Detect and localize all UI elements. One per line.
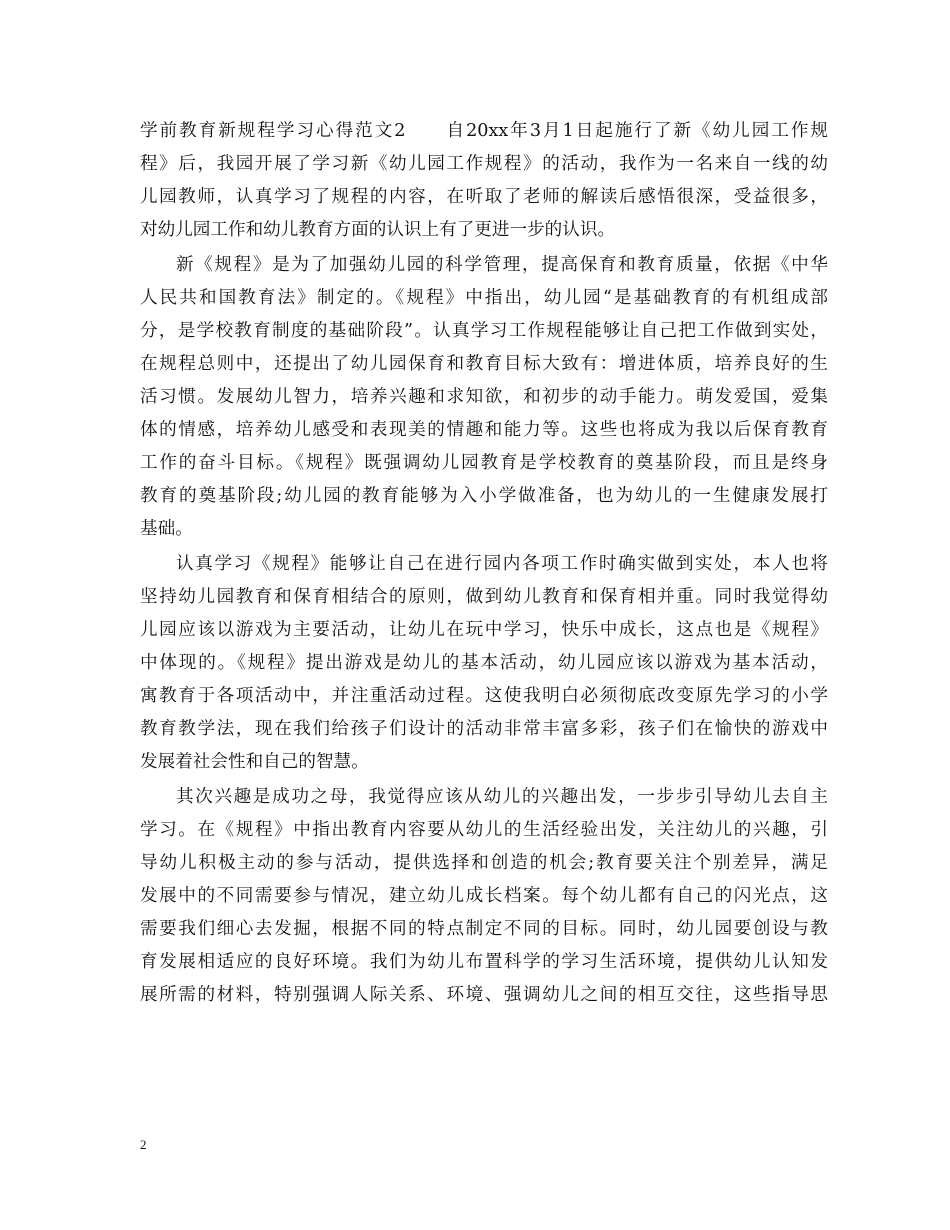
paragraph-4 xyxy=(140,781,828,1012)
text-line: 学习。在《规程》中指出教育内容要从幼儿的生活经验出发，关注幼儿的兴趣，引 xyxy=(140,820,828,840)
document-body xyxy=(140,115,828,1012)
text-line: 儿园应该以游戏为主要活动，让幼儿在玩中学习，快乐中成长，这点也是《规程》 xyxy=(140,620,828,640)
paragraph-3 xyxy=(140,548,828,779)
page-number: 2 xyxy=(140,1137,147,1152)
text-line: 对幼儿园工作和幼儿教育方面的认识上有了更进一步的认识。 xyxy=(140,220,616,240)
text-line: 学前教育新规程学习心得范文2 自20xx年3月1日起施行了新《幼儿园工作规 xyxy=(140,121,828,141)
text-line: 中体现的。《规程》提出游戏是幼儿的基本活动，幼儿园应该以游戏为基本活动， xyxy=(140,653,828,673)
text-line: 体的情感，培养幼儿感受和表现美的情趣和能力等。这些也将成为我以后保育教育 xyxy=(140,420,828,440)
text-line: 坚持幼儿园教育和保育相结合的原则，做到幼儿教育和保育相并重。同时我觉得幼 xyxy=(140,587,828,607)
text-line: 活习惯。发展幼儿智力，培养兴趣和求知欲，和初步的动手能力。萌发爱国，爱集 xyxy=(140,387,828,407)
text-line: 分，是学校教育制度的基础阶段”。认真学习工作规程能够让自己把工作做到实处， xyxy=(140,321,828,341)
text-line: 导幼儿积极主动的参与活动，提供选择和创造的机会;教育要关注个别差异，满足 xyxy=(140,853,828,873)
text-line: 程》后，我园开展了学习新《幼儿园工作规程》的活动，我作为一名来自一线的幼 xyxy=(140,154,828,174)
text-line: 需要我们细心去发掘，根据不同的特点制定不同的目标。同时，幼儿园要创设与教 xyxy=(140,919,828,939)
text-line: 认真学习《规程》能够让自己在进行园内各项工作时确实做到实处，本人也将 xyxy=(176,554,828,574)
text-line: 基础。 xyxy=(140,519,193,539)
paragraph-1 xyxy=(140,115,828,247)
text-line: 工作的奋斗目标。《规程》既强调幼儿园教育是学校教育的奠基阶段，而且是终身 xyxy=(140,453,828,473)
text-line: 人民共和国教育法》制定的。《规程》中指出，幼儿园“是基础教育的有机组成部 xyxy=(140,288,828,308)
text-line: 教育的奠基阶段;幼儿园的教育能够为入小学做准备，也为幼儿的一生健康发展打 xyxy=(140,486,828,506)
text-line: 发展着社会性和自己的智慧。 xyxy=(140,752,369,772)
text-line: 寓教育于各项活动中，并注重活动过程。这使我明白必须彻底改变原先学习的小学 xyxy=(140,686,828,706)
text-line: 展所需的材料，特别强调人际关系、环境、强调幼儿之间的相互交往，这些指导思 xyxy=(140,985,828,1005)
text-line: 在规程总则中，还提出了幼儿园保育和教育目标大致有：增进体质，培养良好的生 xyxy=(140,354,828,374)
text-line: 儿园教师，认真学习了规程的内容，在听取了老师的解读后感悟很深，受益很多， xyxy=(140,187,828,207)
text-line: 教育教学法，现在我们给孩子们设计的活动非常丰富多彩，孩子们在愉快的游戏中 xyxy=(140,719,828,739)
text-line: 其次兴趣是成功之母，我觉得应该从幼儿的兴趣出发，一步步引导幼儿去自主 xyxy=(176,787,828,807)
text-line: 育发展相适应的良好环境。我们为幼儿布置科学的学习生活环境，提供幼儿认知发 xyxy=(140,952,828,972)
text-line: 新《规程》是为了加强幼儿园的科学管理，提高保育和教育质量，依据《中华 xyxy=(176,255,828,275)
text-line: 发展中的不同需要参与情况，建立幼儿成长档案。每个幼儿都有自己的闪光点，这 xyxy=(140,886,828,906)
paragraph-2 xyxy=(140,249,828,546)
